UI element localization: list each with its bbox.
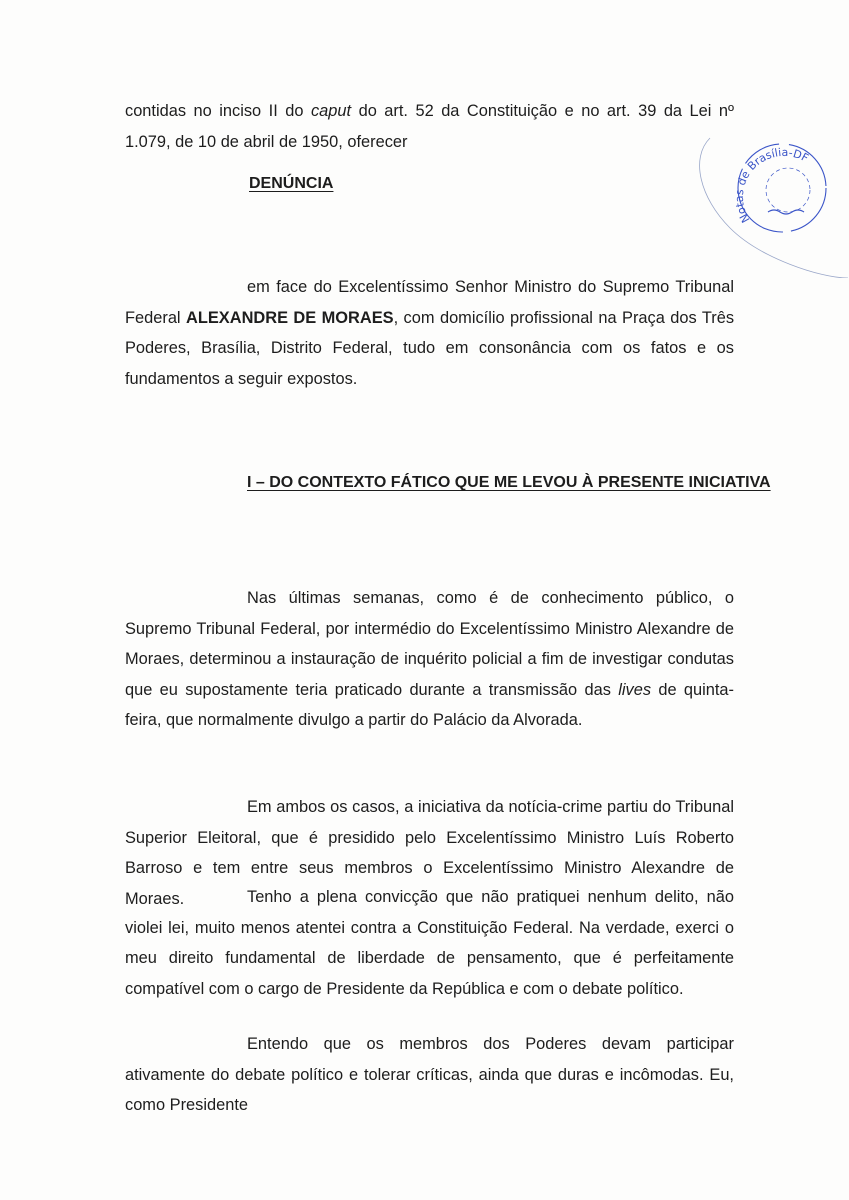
face-paragraph [125,272,734,394]
intro-text-2: do art. 52 da Constituição e no art. 39 da Lei nº 1.079, de 10 de abril de 1950, oferecer [125,102,735,151]
paragraph-2: Em ambos os casos, a iniciativa da notícia-crime partiu do Tribunal Superior Eleitoral, que é presidido pelo Excelentíssimo Ministro Luís Roberto Barroso e tem entre seus membros o Excelentíssimo Ministro Alexandre de Moraes. [125,798,734,908]
paragraph-1 [125,583,734,736]
stamp-text-path: Notas de Brasília-DF [732,145,811,225]
stamp-inner-ring [766,168,810,212]
document-title: DENÚNCIA [249,175,334,192]
intro-paragraph [125,96,734,157]
p1-lives-italic: lives [618,680,652,699]
face-text-1: em face do Excelentíssimo Senhor Ministro do Supremo Tribunal Federal [125,278,734,327]
stamp-text [733,146,811,225]
paragraph-3: Tenho a plena convicção que não pratiquei nenhum delito, não violei lei, muito menos atentei contra a Constituição Federal. Na verdade, exerci o meu direito fundamental de liberdade de pensamento, que é perfeitamente compatível com o cargo de Presidente da República e com o debate político. [125,888,734,998]
paragraph-4: Entendo que os membros dos Poderes devam participar ativamente do debate político e tolerar críticas, ainda que duras e incômodas. Eu, como Presidente [125,1035,734,1114]
p1-text-2: de quinta-feira, que normalmente divulgo a partir do Palácio da Alvorada. [125,680,734,729]
p1-text-1: Nas últimas semanas, como é de conhecimento público, o Supremo Tribunal Federal, por intermédio do Excelentíssimo Ministro Alexandre de Moraes, determinou a instauração de inquérito policial a fim de investigar condutas que eu supostamente teria praticado durante a transmissão das [125,589,734,699]
intro-caput-italic: caput [310,102,352,120]
notary-stamp [690,128,849,278]
face-text-2: , com domicílio profissional na Praça dos Três Poderes, Brasília, Distrito Federal, tudo em consonância com os fatos e os fundamentos a seguir expostos. [125,308,735,388]
section-heading: I – DO CONTEXTO FÁTICO QUE ME LEVOU À PRESENTE INICIATIVA [247,474,771,491]
defendant-name: ALEXANDRE DE MORAES [186,308,394,327]
intro-text-1: contidas no inciso II do [125,102,311,120]
